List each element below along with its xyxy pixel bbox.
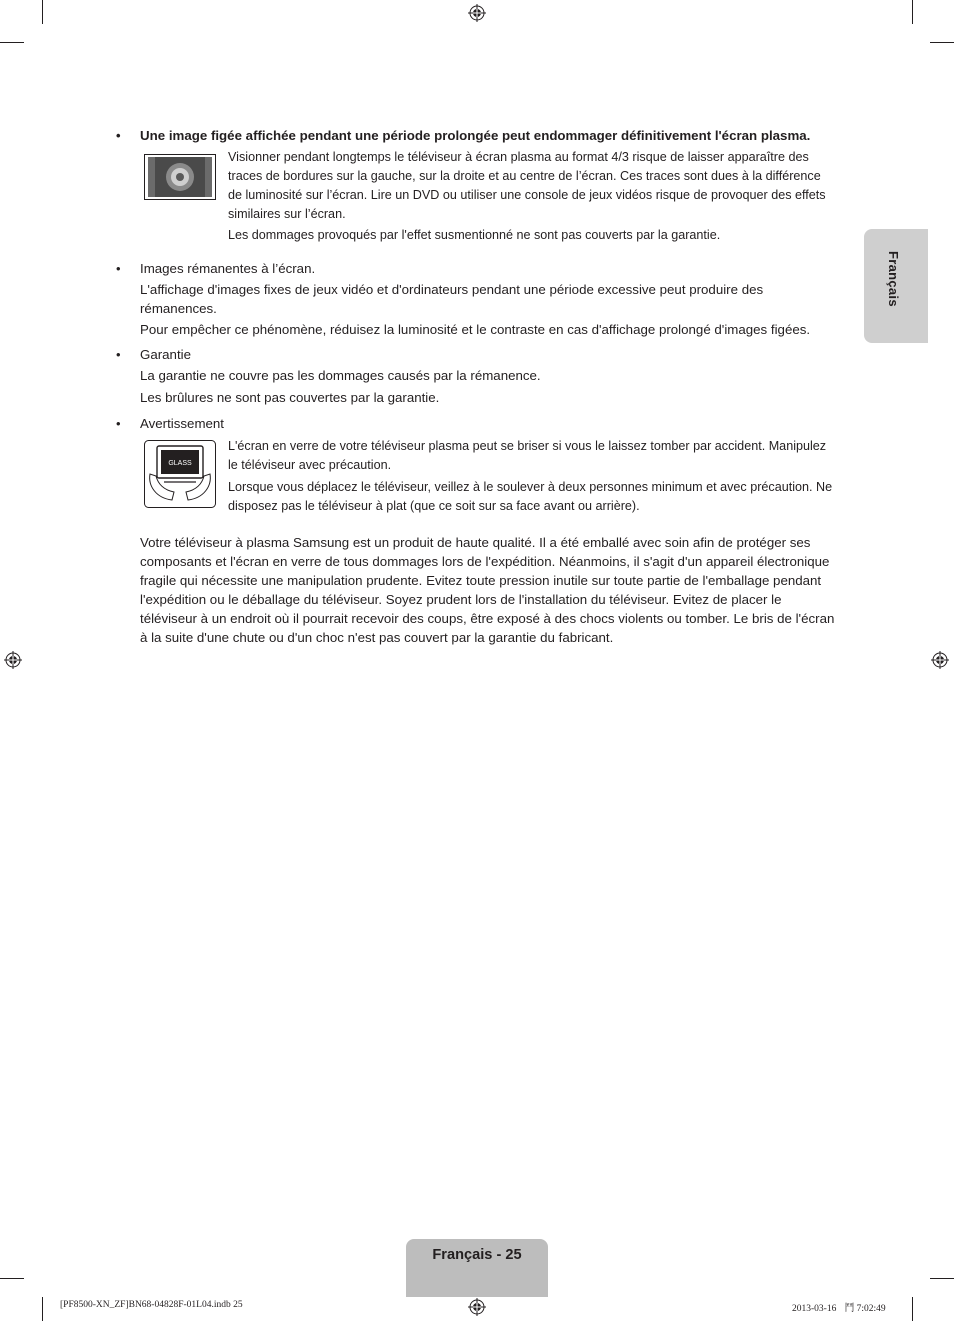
crop-mark [930, 42, 954, 43]
shipping-paragraph: Votre téléviseur à plasma Samsung est un produit de haute qualité. Il a été emballé avec soin afin de protéger ses composants et l'écran en verre de tous dommages lors de l'expédition. Néanmoins, il s'agit d'un appareil électronique fragile qui nécessite une manipulation prudente. Evitez toute pression inutile sur toute partie de l'emballage pendant l'expédition ou le déballage du téléviseur. Soyez prudent lors de l'installation du téléviseur. Evitez de placer le téléviseur à un endroit où il pourrait recevoir des coups, être exposé à des chocs violents ou tomber. Le bris de l'écran à la suite d'une chute ou d'un choc n'est pas couvert par la garantie du fabricant. [140, 535, 835, 645]
footer-time-value: 7:02:49 [856, 1304, 886, 1314]
registration-mark-icon [931, 651, 949, 669]
language-side-tab-label: Français [886, 251, 901, 307]
bullet-warranty: • Garantie [116, 345, 836, 364]
glass-label: GLASS [168, 460, 192, 467]
afterimages-text-2: Pour empêcher ce phénomène, réduisez la luminosité et le contraste en cas d'affichage prolongé d'images figées. [140, 322, 811, 337]
crop-mark [42, 1297, 43, 1321]
footer-date [792, 1300, 886, 1314]
still-image-block [140, 148, 836, 245]
footer-file-name: [PF8500-XN_ZF]BN68-04828F-01L04.indb 25 [60, 1300, 243, 1310]
registration-mark-icon [468, 1298, 486, 1316]
burn-in-tv-image-icon [144, 154, 216, 200]
still-image-text-2: Les dommages provoqués par l'effet susmentionné ne sont pas couverts par la garantie. [228, 228, 721, 242]
crop-mark [912, 0, 913, 24]
warranty-text-2: Les brûlures ne sont pas couvertes par la garantie. [140, 390, 440, 405]
page-number-label: Français - 25 [432, 1247, 522, 1263]
glass-warning-block [140, 436, 836, 516]
crop-mark [42, 0, 43, 24]
crop-mark [0, 1278, 24, 1279]
afterimages-text-1: L'affichage d'images fixes de jeux vidéo et d'ordinateurs pendant une période excessive peut produire des rémanences. [140, 282, 764, 316]
glass-warning-text-1: L'écran en verre de votre téléviseur plasma peut se briser si vous le laissez tomber par accident. Manipulez le téléviseur avec précaution. [228, 439, 827, 472]
glass-warning-text-2: Lorsque vous déplacez le téléviseur, veillez à le soulever à deux personnes minimum et avec précaution. Ne disposez pas le téléviseur à plat (que ce soit sur sa face avant ou arrière). [228, 480, 833, 513]
registration-mark-icon [468, 4, 486, 22]
bullet-still-image-warning: • Une image figée affichée pendant une période prolongée peut endommager définitivement l'écran plasma. [116, 126, 836, 145]
crop-mark [930, 1278, 954, 1279]
language-side-tab [864, 229, 928, 343]
crop-mark [912, 1297, 913, 1321]
footer-date-value: 2013-03-16 [792, 1304, 837, 1314]
bullet-afterimages: • Images rémanentes à l’écran. [116, 259, 836, 278]
glass-tv-handling-icon [144, 440, 216, 508]
main-content [116, 126, 836, 647]
page-number-tab [406, 1239, 548, 1297]
footer-time-marker: ⾾ [844, 1304, 855, 1314]
crop-mark [0, 42, 24, 43]
bullet-warning: • Avertissement [116, 414, 836, 433]
registration-mark-icon [4, 651, 22, 669]
still-image-text-1: Visionner pendant longtemps le téléviseur à écran plasma au format 4/3 risque de laisser apparaître des traces de bordures sur la gauche, sur la droite et au centre de l’écran. Ces traces sont dues à la différence de luminosité sur l’écran. Lire un DVD ou utiliser une console de jeux vidéos risque de provoquer des effets similaires sur l’écran. [228, 150, 826, 221]
warranty-text-1: La garantie ne couvre pas les dommages causés par la rémanence. [140, 368, 541, 383]
